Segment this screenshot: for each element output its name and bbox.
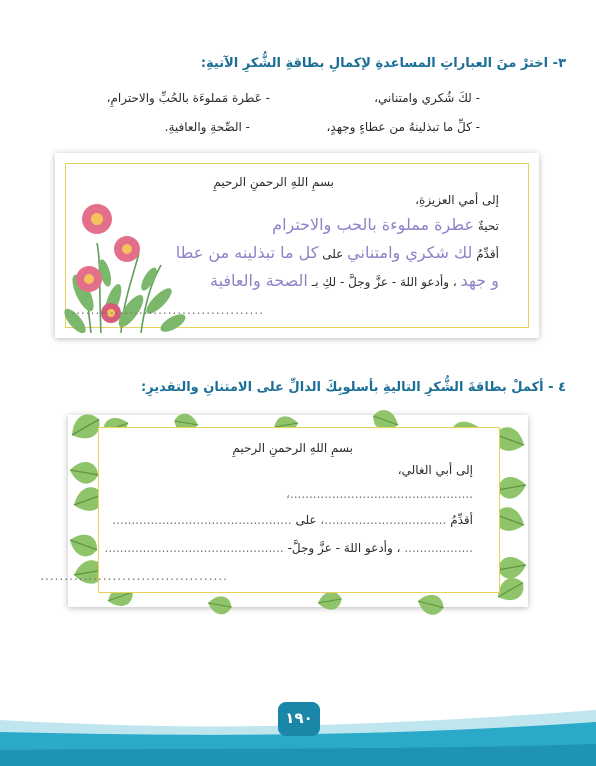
thank-you-card-father [40,415,528,607]
card1-signature-line: ........................................ [71,303,264,317]
card2-basmala: بسمِ اللهِ الرحمنِ الرحيمِ [232,441,353,455]
card2-line2-label: أقدِّمُ [450,513,473,527]
option-2: - عَطرة مَملوءَة بالحُبِّ والاحترامِ، [106,91,270,105]
card1-line3-handwriting-a: و جهد [460,271,499,290]
card2-line2 [112,513,473,527]
card1-line1-label: تحيةٌ [477,219,499,233]
footer-wave [0,690,596,766]
card1-line2-label: أقدِّمُ [476,247,499,261]
card1-line1-handwriting: عطرة مملوءة بالحب والاحترام [272,215,475,234]
card2-line4: ....................................... [40,569,228,583]
card2-line3-dots-a: .................. [404,541,473,555]
card2-line3-dots-b: ............................................... [104,541,284,555]
card1-line2 [176,243,499,262]
card1-line1 [272,215,499,234]
option-4: - الصِّحةِ والعافيةِ. [164,120,250,134]
card2-line1: ................................................، [286,487,473,501]
card2-greeting: إلى أبي الغالي، [397,463,473,477]
card1-greeting: إلى أمي العزيزةِ، [415,193,499,207]
card1-line3-text: ، وأدعو اللهَ - عزَّ وجلَّ - لكِ بـ [311,275,457,289]
card1-line2-handwriting-b: كل ما تبذلينه من عطا [175,243,319,262]
option-1: - لكَ شُكري وامتناني، [374,91,480,105]
card1-line2-handwriting-a: لك شكري وامتناني [347,243,473,262]
card2-line3 [104,541,473,555]
page-number: ١٩٠ [285,709,313,727]
option-3: - كلِّ ما تبذلينهُ من عطاءٍ وجهدٍ، [326,120,480,134]
question-3-title: ٣- اخترْ منَ العباراتِ المساعدةِ لإكمالِ بطاقةِ الشُّكرِ الآتيةِ: [200,56,566,71]
question-4-title: ٤ - أكملْ بطاقةَ الشُّكرِ التاليةِ بأسلوبِكَ الدالِّ على الامتنانِ والتقديرِ: [140,380,566,395]
card2-line2-mid: على [295,513,317,527]
card1-line3 [210,271,499,290]
thank-you-card-mother [55,153,539,338]
card2-line2-dots-a: ................................، [320,513,447,527]
card1-basmala: بسمِ اللهِ الرحمنِ الرحيمِ [213,175,334,189]
card2-line3-text: ، وأدعو اللهَ - عزَّ وجلَّ- [287,541,401,555]
card1-line3-handwriting-b: الصحة والعافية [209,271,308,290]
card1-line2-mid: على [322,247,344,261]
card2-line2-dots-b: ............................................... [112,513,292,527]
